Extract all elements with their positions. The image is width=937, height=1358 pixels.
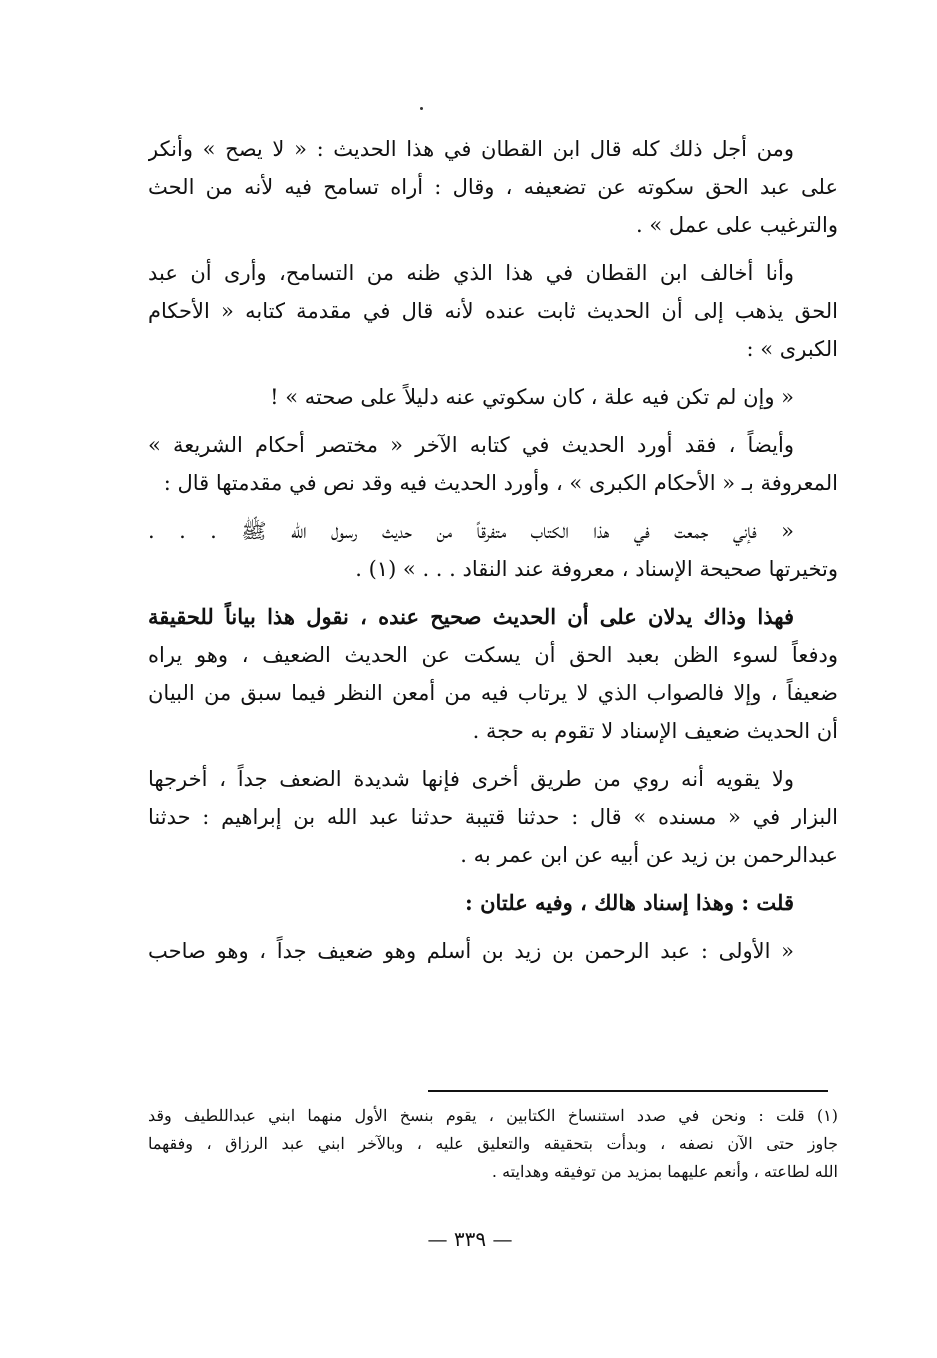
- paragraph: [148, 426, 838, 502]
- text-line: ومن أجل ذلك كله قال ابن القطان في هذا الحديث : « لا يصح » وأنكر: [148, 137, 794, 161]
- text-line: ضعيفاً ، وإلا فالصواب الذي لا يرتاب فيه من أمعن النظر فيما سبق من البيان: [148, 681, 838, 705]
- text-line: ودفعاً لسوء الظن بعبد الحق أن يسكت عن الحديث الضعيف ، وهو يراه: [148, 643, 838, 667]
- text-line: عبدالرحمن بن زيد عن أبيه عن ابن عمر به .: [460, 843, 838, 867]
- quote-line: وتخيرتها صحيحة الإسناد ، معروفة عند النقاد . . . » (١) .: [355, 557, 838, 581]
- text-line: قلت : وهذا إسناد هالك ، وفيه علتان :: [465, 890, 794, 915]
- footnote-line: (١) قلت : ونحن في صدد استنساخ الكتابين ، يقوم بنسخ الأول منهما ابني عبداللطيف وقد: [148, 1106, 838, 1125]
- quote-line: « فإني جمعت في هذا الكتاب متفرقاً من حديث رسول الله ﷺ . . .: [148, 519, 794, 543]
- paragraph: [148, 254, 838, 368]
- quote-paragraph: [148, 512, 838, 588]
- footnote: [148, 1102, 838, 1186]
- text-line: ولا يقويه أنه روي من طريق أخرى فإنها شديدة الضعف جداً ، أخرجها: [148, 767, 794, 791]
- paragraph: [148, 884, 838, 922]
- text-line: وأيضاً ، فقد أورد الحديث في كتابه الآخر « مختصر أحكام الشريعة »: [148, 433, 794, 457]
- footnote-divider: [428, 1090, 828, 1092]
- text-line: البزار في « مسنده » قال : حدثنا قتيبة حدثنا عبد الله بن إبراهيم : حدثنا: [148, 805, 838, 829]
- text-line: والترغيب على عمل » .: [635, 213, 838, 237]
- scan-dot: [420, 107, 423, 110]
- paragraph: [148, 760, 838, 874]
- footnote-line: جاوز حتى الآن نصفه ، وبدأت بتحقيقه والتعليق عليه ، وبالآخر ابني عبد الرزاق ، وفقهما: [148, 1134, 838, 1153]
- page-number: — ٣٣٩ —: [427, 1227, 513, 1251]
- main-text: [148, 130, 838, 980]
- text-line: « الأولى : عبد الرحمن بن زيد بن أسلم وهو ضعيف جداً ، وهو صاحب: [148, 939, 794, 963]
- paragraph: [148, 932, 838, 970]
- quote-line: « وإن لم تكن فيه علة ، كان سكوتي عنه دليلاً على صحته » !: [270, 385, 794, 409]
- text-line: فهذا وذاك يدلان على أن الحديث صحيح عنده ، نقول هذا بياناً للحقيقة: [148, 604, 794, 629]
- paragraph: [148, 598, 838, 750]
- text-line: أن الحديث ضعيف الإسناد لا تقوم به حجة .: [472, 719, 838, 743]
- text-line: الحق يذهب إلى أن الحديث ثابت عنده لأنه قال في مقدمة كتابه « الأحكام: [148, 299, 838, 323]
- quote-paragraph: [148, 378, 838, 416]
- text-line: الكبرى » :: [746, 337, 838, 361]
- text-line: على عبد الحق سكوته عن تضعيفه ، وقال : أراه تسامح فيه لأنه من الحث: [148, 175, 838, 199]
- footnote-line: الله لطاعته ، وأنعم عليهما بمزيد من توفيقه وهدايته .: [491, 1162, 838, 1181]
- paragraph: [148, 130, 838, 244]
- text-line: المعروفة بـ « الأحكام الكبرى » ، وأورد الحديث فيه وقد نص في مقدمتها قال :: [163, 471, 838, 495]
- text-line: وأنا أخالف ابن القطان في هذا الذي ظنه من التسامح، وأرى أن عبد: [148, 261, 794, 285]
